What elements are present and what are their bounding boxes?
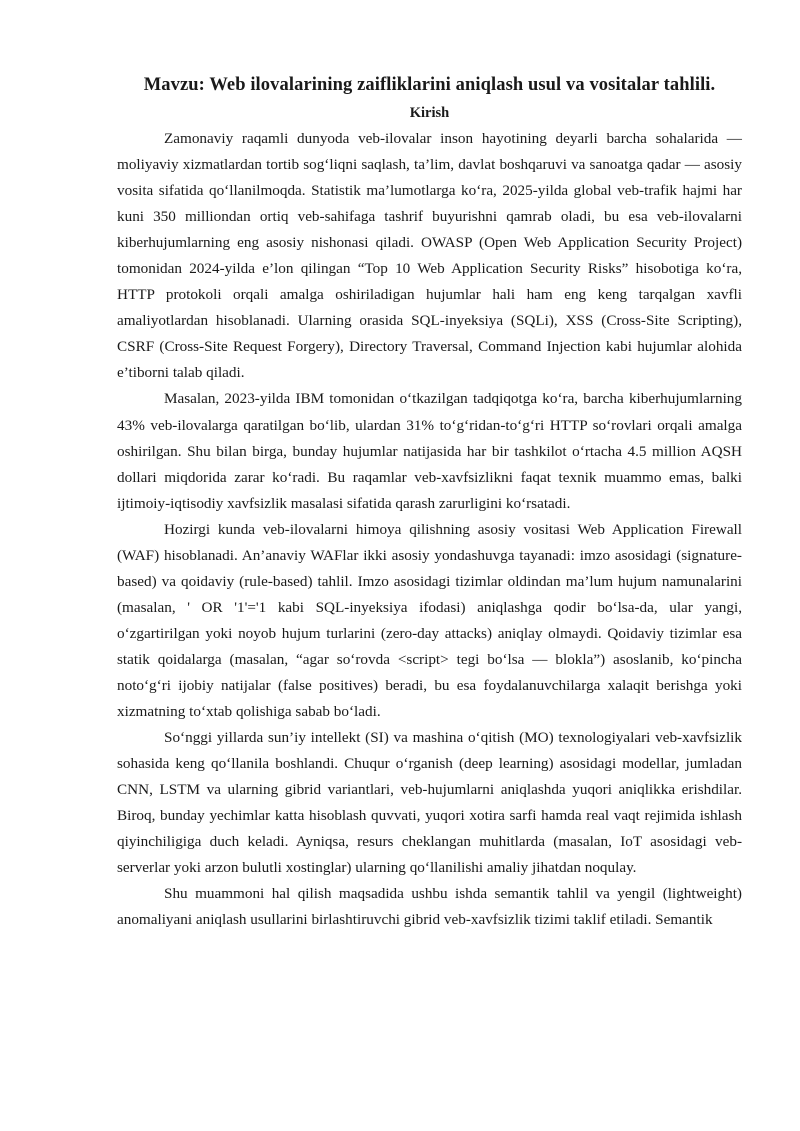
paragraph-ai-ml: So‘nggi yillarda sun’iy intellekt (SI) va mashina o‘qitish (MO) texnologiyalari veb-xavfsizlik sohasida keng qo‘llanila boshlandi. Chuqur o‘rganish (deep learning) asosidagi modellar, jumladan CNN, LSTM va ularning gibrid variantlari, veb-hujumlarni aniqlashda yuqori aniqlikka erishdilar. Biroq, bunday yechimlar katta hisoblash quvvati, yuqori xotira sarfi hamda real vaqt rejimida ishlash qiyinchiligiga duch keladi. Ayniqsa, resurs cheklangan muhitlarda (masalan, IoT asosidagi veb-serverlar yoki arzon bulutli xostinglar) ularning qo‘llanilishi amaliy jihatdan noqulay. [117, 729, 742, 877]
document-title: Mavzu: Web ilovalarining zaifliklarini aniqlash usul va vositalar tahlili. [143, 75, 716, 95]
paragraph-proposal: Shu muammoni hal qilish maqsadida ushbu ishda semantik tahlil va yengil (lightweight) anomaliyani aniqlash usullarini birlashtiruvchi gibrid veb-xavfsizlik tizimi taklif etiladi. Semantik [117, 885, 742, 929]
document-page [117, 72, 742, 933]
paragraph-statistics: Masalan, 2023-yilda IBM tomonidan o‘tkazilgan tadqiqotga ko‘ra, barcha kiberhujumlarning 43% veb-ilovalarga qaratilgan bo‘lib, ulardan 31% to‘g‘ridan-to‘g‘ri HTTP so‘rovlari orqali amalga oshirilgan. Shu bilan birga, bunday hujumlar natijasida har bir tashkilot o‘rtacha 4.5 million AQSH dollari miqdorida zarar ko‘radi. Bu raqamlar veb-xavfsizlikni faqat texnik muammo emas, balki ijtimoiy-iqtisodiy xavfsizlik masalasi sifatida qarash zarurligini ko‘rsatadi. [117, 390, 742, 512]
paragraph-waf: Hozirgi kunda veb-ilovalarni himoya qilishning asosiy vositasi Web Application Firewall (WAF) hisoblanadi. An’anaviy WAFlar ikki asosiy yondashuvga tayanadi: imzo asosidagi (signature-based) va qoidaviy (rule-based) tahlil. Imzo asosidagi tizimlar oldindan ma’lum hujum namunalarini (masalan, ' OR '1'='1 kabi SQL-inyeksiya ifodasi) aniqlashga qodir bo‘lsa-da, ular yangi, o‘zgartirilgan yoki noyob hujum turlarini (zero-day attacks) aniqlay olmaydi. Qoidaviy tizimlar esa statik qoidalarga (masalan, “agar so‘rovda <script> tegi bo‘lsa — blokla”) asoslanib, ko‘pincha noto‘g‘ri ijobiy natijalar (false positives) beradi, bu esa foydalanuvchilarga xalaqit berishga yoki xizmatning to‘xtab qolishiga sabab bo‘ladi. [117, 520, 742, 721]
section-heading: Kirish [409, 105, 450, 121]
paragraph-intro: Zamonaviy raqamli dunyoda veb-ilovalar inson hayotining deyarli barcha sohalarida — moliyaviy xizmatlardan tortib sog‘liqni saqlash, ta’lim, davlat boshqaruvi va sanoatga qadar — asosiy vosita sifatida qo‘llanilmoqda. Statistik ma’lumotlarga ko‘ra, 2025-yilda global veb-trafik hajmi har kuni 350 milliondan ortiq veb-sahifaga tashrif buyurishni qamrab oladi, bu esa veb-ilovalarni kiberhujumlarning eng asosiy nishonasi qiladi. OWASP (Open Web Application Security Project) tomonidan 2024-yilda e’lon qilingan “Top 10 Web Application Security Risks” hisobotiga ko‘ra, HTTP protokoli orqali amalga oshiriladigan hujumlar hali ham eng keng tarqalgan xavfli amaliyotlardan hisoblanadi. Ularning orasida SQL-inyeksiya (SQLi), XSS (Cross-Site Scripting), CSRF (Cross-Site Request Forgery), Directory Traversal, Command Injection kabi hujumlar alohida e’tiborni talab qiladi. [117, 130, 742, 382]
